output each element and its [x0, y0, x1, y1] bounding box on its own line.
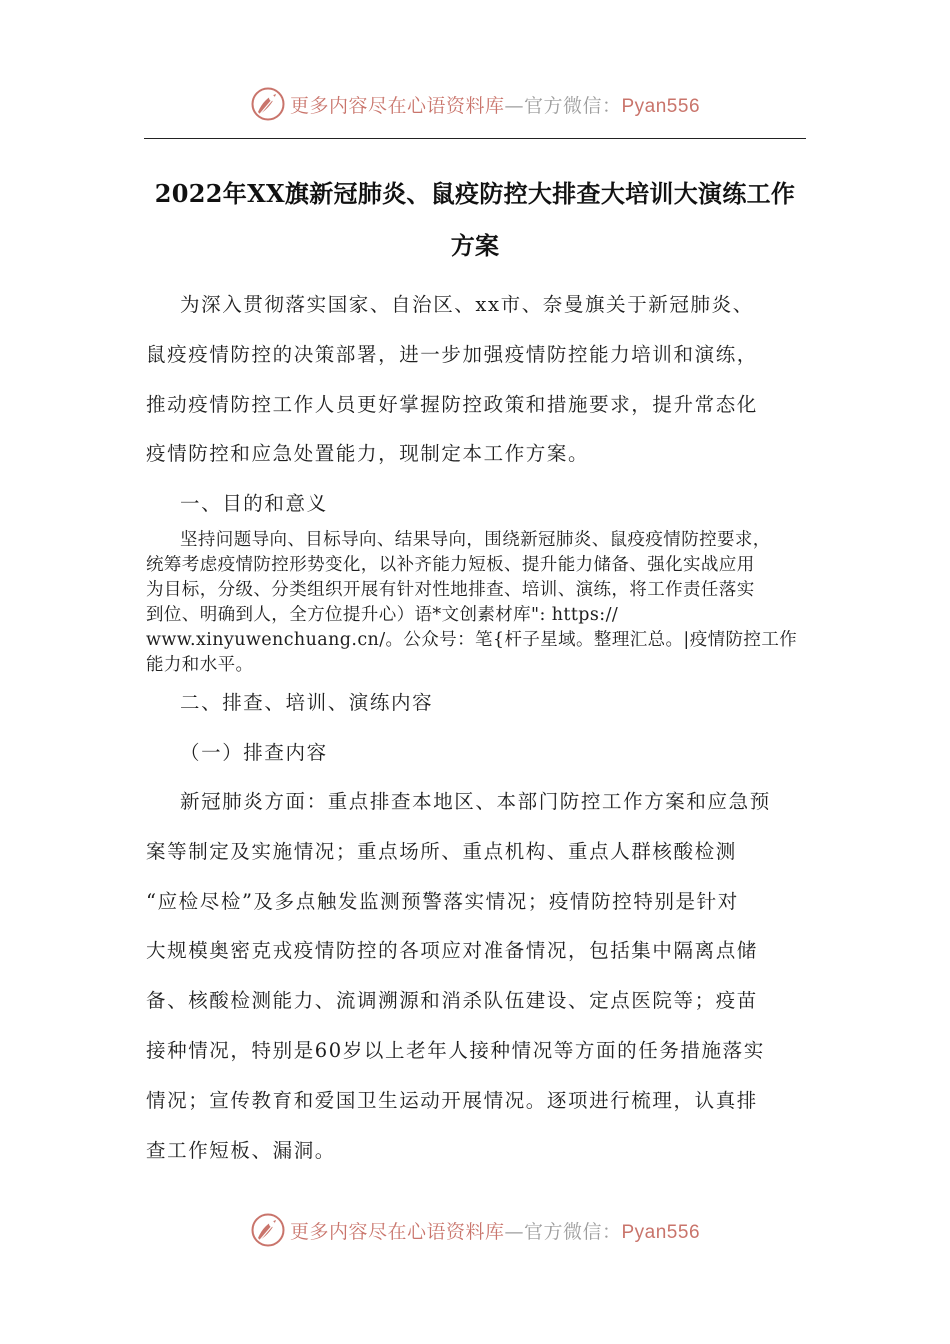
covid-line: 新冠肺炎方面：重点排查本地区、本部门防控工作方案和应急预 — [180, 790, 771, 813]
heading-text: 一、目的和意义 — [180, 492, 328, 515]
intro-line: 疫情防控和应急处置能力，现制定本工作方案。 — [146, 442, 590, 466]
covid-line: 案等制定及实施情况；重点场所、重点机构、重点人群核酸检测 — [146, 839, 737, 863]
intro-paragraph — [146, 280, 806, 479]
covid-line: 查工作短板、漏洞。 — [146, 1138, 336, 1162]
banner-text — [290, 1217, 700, 1244]
section-heading-2 — [146, 678, 806, 778]
banner-dash: — — [504, 94, 524, 117]
intro-line: 为深入贯彻落实国家、自治区、xx市、奈曼旗关于新冠肺炎、 — [180, 293, 754, 316]
intro-line: 推动疫情防控工作人员更好掌握防控政策和措施要求，提升常态化 — [146, 392, 758, 416]
purpose-paragraph — [146, 528, 806, 678]
footer-banner — [0, 1208, 950, 1252]
purpose-line: 坚持问题导向、目标导向、结果导向，围绕新冠肺炎、鼠疫疫情防控要求， — [180, 530, 771, 550]
purpose-line: 为目标，分级、分类组织开展有针对性地排查、培训、演练，将工作责任落实 — [146, 580, 755, 600]
heading-text: 二、排查、培训、演练内容 — [180, 691, 434, 714]
section-heading-1 — [146, 479, 806, 529]
covid-line: “应检尽检”及多点触发监测预警落实情况；疫情防控特别是针对 — [146, 889, 739, 913]
document-title — [100, 168, 850, 272]
pen-nib-logo-icon — [250, 1212, 286, 1248]
banner-tail: 官方微信： — [523, 1220, 622, 1243]
title-line: 2022年XX旗新冠肺炎、鼠疫防控大排查大培训大演练工作 — [154, 179, 796, 208]
banner-highlight: 更多内容尽在心语资料库 — [289, 94, 505, 117]
purpose-line: 统筹考虑疫情防控形势变化，以补齐能力短板、提升能力储备、强化实战应用 — [146, 555, 755, 575]
pen-nib-logo-icon — [250, 86, 286, 122]
covid-paragraph — [146, 777, 806, 1175]
banner-dash: — — [504, 1220, 524, 1243]
purpose-line: 能力和水平。 — [146, 655, 254, 675]
covid-line: 情况；宣传教育和爱国卫生运动开展情况。逐项进行梳理，认真排 — [146, 1088, 758, 1112]
title-line: 方案 — [450, 231, 500, 260]
banner-tail: 官方微信： — [523, 94, 622, 117]
banner-highlight: 更多内容尽在心语资料库 — [289, 1220, 505, 1243]
header-banner — [0, 82, 950, 126]
banner-account: Pyan556 — [621, 95, 701, 117]
banner-text — [290, 91, 700, 118]
purpose-line: www.xinyuwenchuang.cn/。公众号：笔{杆子星域。整理汇总。|疫情防控工作 — [146, 630, 798, 650]
banner-account: Pyan556 — [621, 1221, 701, 1243]
header-divider — [144, 138, 806, 139]
covid-line: 大规模奥密克戎疫情防控的各项应对准备情况，包括集中隔离点储 — [146, 939, 758, 963]
subheading-text: （一）排查内容 — [180, 740, 328, 764]
covid-line: 接种情况，特别是60岁以上老年人接种情况等方面的任务措施落实 — [146, 1038, 765, 1062]
purpose-line: 到位、明确到人，全方位提升心）语*文创素材库": https:// — [146, 605, 619, 625]
intro-line: 鼠疫疫情防控的决策部署，进一步加强疫情防控能力培训和演练， — [146, 342, 758, 366]
covid-line: 备、核酸检测能力、流调溯源和消杀队伍建设、定点医院等；疫苗 — [146, 989, 758, 1013]
